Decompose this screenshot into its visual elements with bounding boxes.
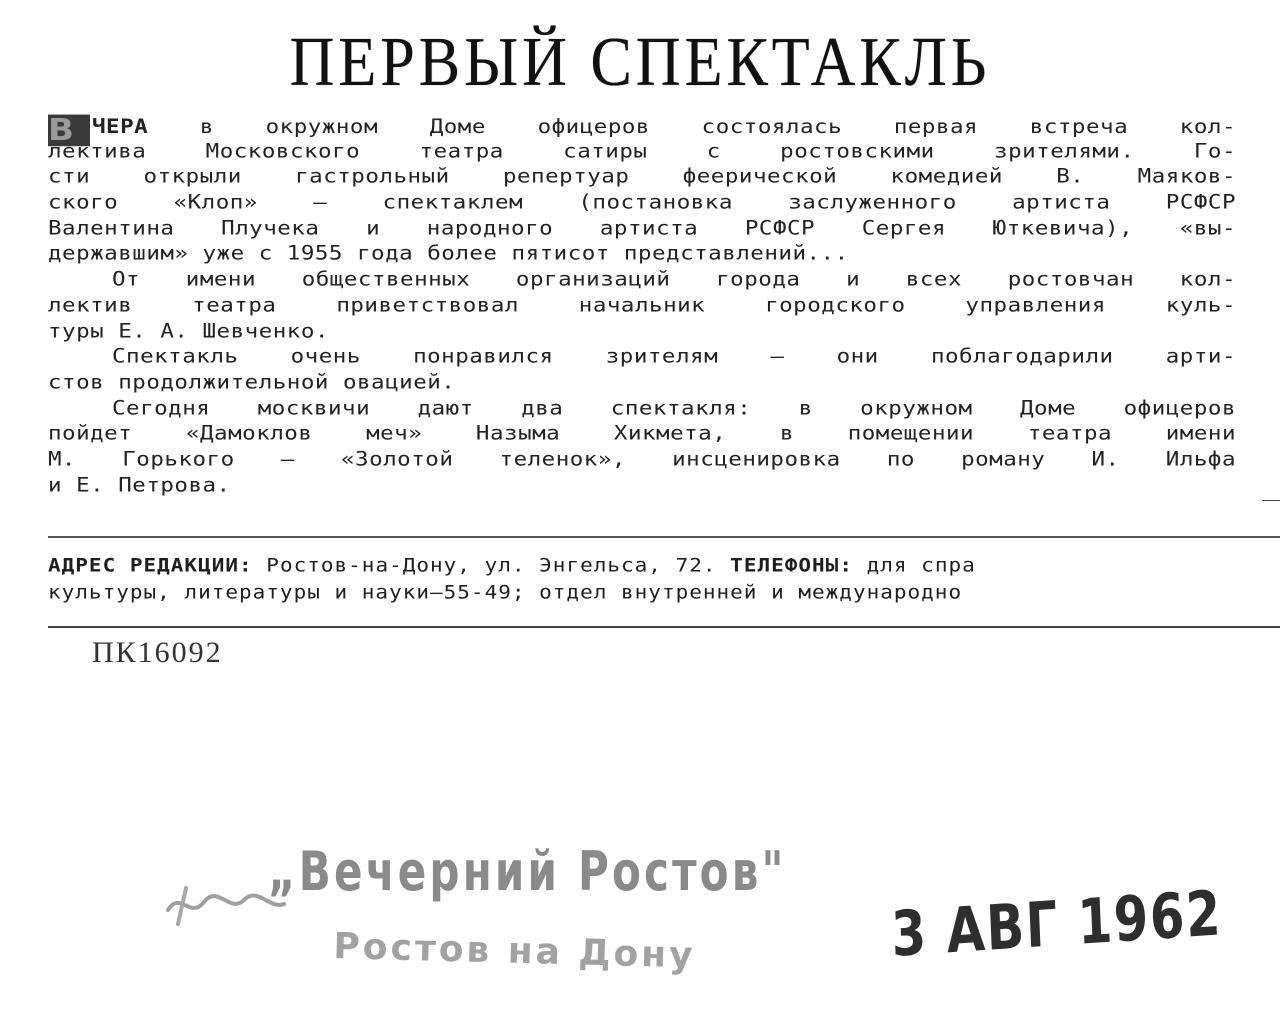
address-line-2: культуры, литературы и науки—55-49; отдел внутренней и международно [48,581,963,603]
article-line: Спектакль очень понравился зрителям — они поблагодарили арти- [112,344,1236,368]
phones-label: ТЕЛЕФОНЫ: [730,554,853,576]
stamp-date: 3 АВГ 1962 [890,876,1224,971]
article-line: лектива Московского театра сатиры с ростовскими зрителями. Го- [48,139,1236,163]
article-line: От имени общественных организаций города и всех ростовчан кол- [112,267,1236,291]
editorial-address-box [48,536,1280,628]
stamp-city: Ростов на Дону [332,926,697,977]
article-body [48,113,1236,498]
article-line: и Е. Петрова. [48,473,231,497]
article-line: лектив театра приветствовал начальник городского управления куль- [48,293,1236,317]
press-stamp [160,840,1224,1000]
article-line: державшим» уже с 1955 года более пятисот представлений... [48,242,849,265]
column-rule [1262,500,1280,501]
phones-text: для спра [852,554,976,576]
article-line: Валентина Плучека и народного артиста РСФСР Сергея Юткевича), «вы- [48,216,1236,240]
article-line: стов продолжительной овацией. [48,370,456,394]
lead-word: ЧЕРА [92,115,149,139]
article-line: М. Горького — «Золотой теленок», инсценировка по роману И. Ильфа [48,447,1236,471]
article-line: Сегодня москвичи дают два спектакля: в окружном Доме офицеров [112,396,1236,420]
address-line [48,553,1280,577]
article-line: В ЧЕРА в окружном Доме офицеров состоялась первая встреча кол- [48,112,1236,148]
article-line: пойдет «Дамоклов меч» Назыма Хикмета, в помещении театра имени [48,421,1236,445]
article-line: сти открыли гастрольный репертуар феерической комедией В. Маяков- [48,165,1236,188]
article-line: туры Е. А. Шевченко. [48,319,329,343]
article-line: ского «Клоп» — спектаклем (постановка заслуженного артиста РСФСР [48,190,1236,214]
address-text: Ростов-на-Дону, ул. Энгельса, 72. [252,554,731,576]
clipping-code: ПК16092 [92,636,223,669]
drop-cap: В [48,115,90,147]
stamp-newspaper-name: „Вечерний Ростов" [268,840,787,903]
article-headline: ПЕРВЫЙ СПЕКТАКЛЬ [289,24,991,101]
address-label: АДРЕС РЕДАКЦИИ: [48,554,253,576]
